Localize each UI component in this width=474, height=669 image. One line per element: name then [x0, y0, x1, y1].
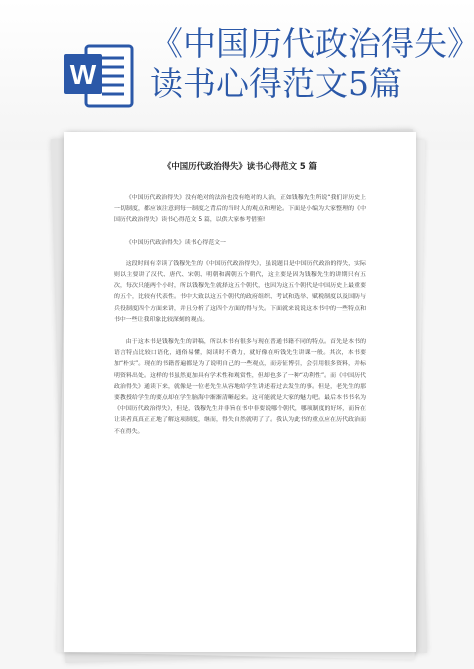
body-paragraph-1: 这段时间有幸读了钱穆先生的《中国历代政治得失》，虽说题目是中国历代政治的得失，实际则以主要讲了汉代、唐代、宋朝、明朝和满朝五个朝代，这主要是因为钱穆先生的讲期只有五次，每次只能两个小时，所以钱穆先生就择这五个朝代，也因为这五个朝代是中国历史上最重要的五个，比较有代表性。书中大致以这五个朝代的政府组织、考试和选举、赋税制度以及国防与兵役制度四个方面来讲，并且分析了这四个方面的得与失。下面就来说说这本书中的一些特点和书中一些让我印象比较深刻的观点。	[114, 260, 366, 323]
page-heading: 《中国历代政治得失》读书心得范文 5 篇	[162, 161, 318, 171]
document-page	[64, 132, 416, 652]
body-paragraph-2: 由于这本书是钱穆先生的讲稿，所以本书有很多与现在普通书籍不同的特点。首先是本书的语言特点比较口语化，通俗易懂，阅读时不费力，就好像在听钱先生讲课一般。其次，本书要加“朴实”。现在的书籍普遍都是为了说明自己的一些观点，而旁征博引，会引用很多资料，并标明资料出处。这样的书虽然更加具有学术性和观赏性，但却也多了一种“功利性”。而《中国历代政治得失》通读下来，就像是一位老先生从容地给学生讲述着过去发生的事。但是，老先生的那要教授给学生的要点却在学生脑海中渐渐清晰起来。这可能就是大家的魅力吧。最后本书书名为《中国历代政治得失》，但是，钱穆先生并非旨在书中非要说哪个朝代，哪项制度的好坏，而旨在让读者真真正正地了解这项制度，继而，得失自然就明了了。我认为此书的重点应在历代政治而不在得失。	[114, 339, 366, 435]
word-document-icon	[62, 42, 136, 110]
header-banner	[0, 0, 474, 150]
section-heading: 《中国历代政治得失》读书心得范文一	[125, 239, 226, 246]
intro-paragraph: 《中国历代政治得失》没有绝对的法治也没有绝对的人治，正如钱穆先生所说“我们评历史上一切制度，都应该注意到每一制度之背后的当时人的观点和理论。下面是小编为大家整理的《中国历代政治得失》读书心得范文 5 篇，以供大家参考借鉴!	[114, 195, 366, 224]
word-logo-letter: W	[69, 59, 97, 90]
document-title: 《中国历代政治得失》读书心得范文5篇	[150, 24, 464, 103]
